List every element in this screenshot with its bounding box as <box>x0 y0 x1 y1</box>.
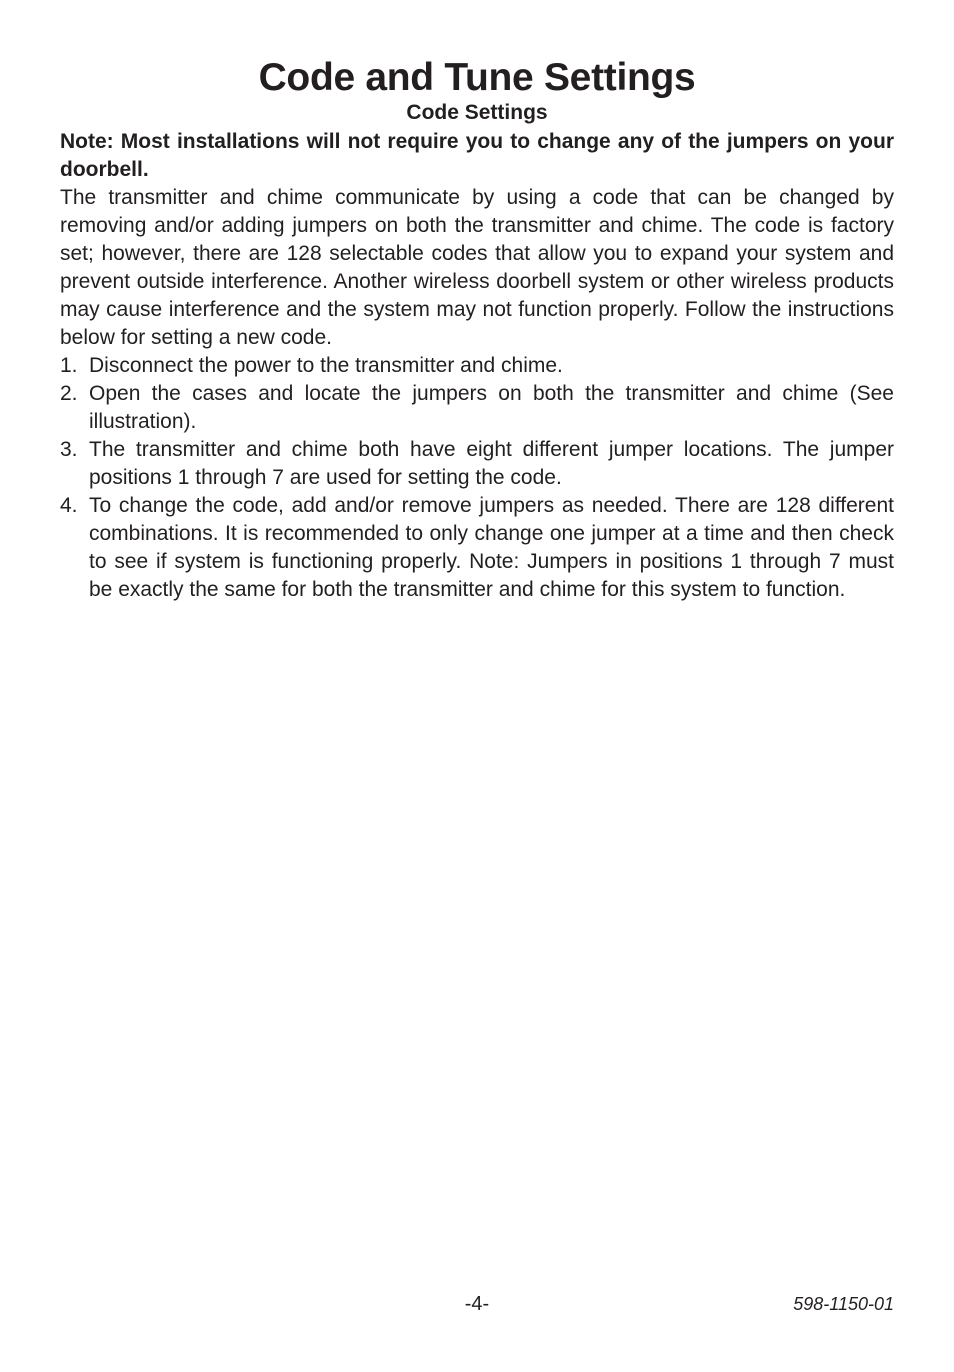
step-text: Disconnect the power to the transmitter and chime. <box>89 354 563 377</box>
document-page <box>60 0 894 604</box>
step-item-1 <box>60 352 894 380</box>
step-number: 1. <box>60 354 78 377</box>
step-text: To change the code, add and/or remove jumpers as needed. There are 128 different combinations. It is recommended to only change one jumper at a time and then check to see if system is functioning properly. Note: Jumpers in positions 1 through 7 must be exactly the same for both the transmitter and chime for this system to function. <box>89 494 894 601</box>
steps-list <box>60 352 894 604</box>
step-item-2 <box>60 380 894 436</box>
document-code: 598-1150-01 <box>793 1294 894 1314</box>
step-number: 3. <box>60 438 78 461</box>
intro-paragraph: The transmitter and chime communicate by using a code that can be changed by removing and/or adding jumpers on both the transmitter and chime. The code is factory set; however, there are 128 selectable codes that allow you to expand your system and prevent outside interference. Another wireless doorbell system or other wireless products may cause interference and the system may not function properly. Follow the instructions below for setting a new code. <box>60 186 894 349</box>
step-number: 4. <box>60 494 78 517</box>
section-subtitle: Code Settings <box>406 101 548 124</box>
step-number: 2. <box>60 382 78 405</box>
page-title: Code and Tune Settings <box>258 56 696 99</box>
step-item-4 <box>60 492 894 604</box>
step-text: The transmitter and chime both have eight different jumper locations. The jumper positions 1 through 7 are used for setting the code. <box>89 438 894 489</box>
note-paragraph: Note: Most installations will not require you to change any of the jumpers on your doorbell. <box>60 130 894 181</box>
step-item-3 <box>60 436 894 492</box>
page-number: -4- <box>464 1293 490 1315</box>
step-text: Open the cases and locate the jumpers on both the transmitter and chime (See illustration). <box>89 382 894 433</box>
